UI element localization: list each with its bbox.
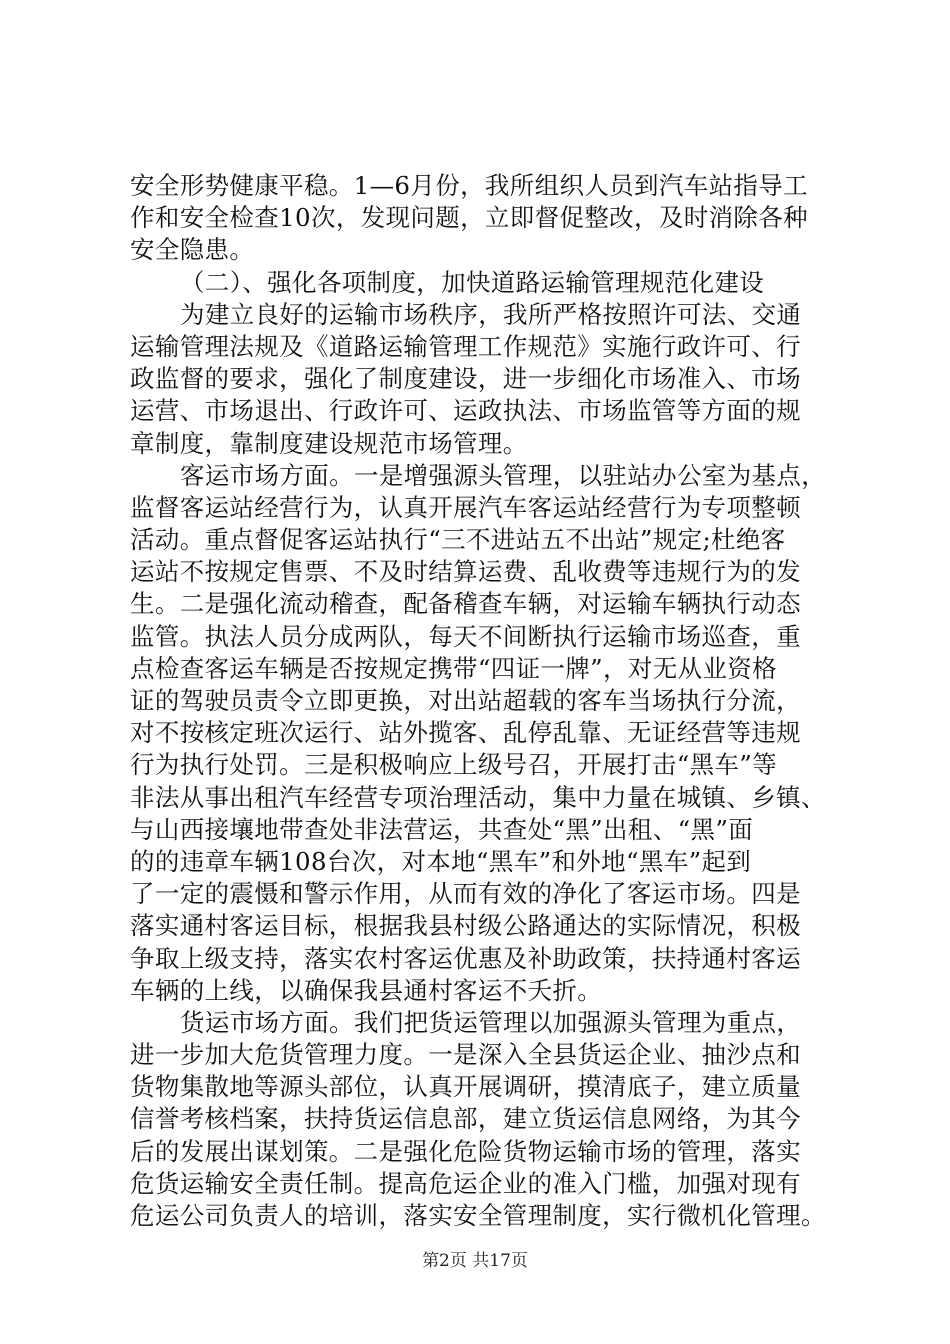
text-line: 了一定的震慑和警示作用，从而有效的净化了客运市场。四是 bbox=[130, 879, 801, 909]
text-line: 章制度，靠制度建设规范市场管理。 bbox=[130, 428, 528, 458]
text-line: （二）、强化各项制度，加快道路运输管理规范化建设 bbox=[180, 267, 765, 297]
text-line: 进一步加大危货管理力度。一是深入全县货运企业、抽沙点和 bbox=[130, 1040, 801, 1070]
text-line: 落实通村客运目标，根据我县村级公路通达的实际情况，积极 bbox=[130, 911, 801, 941]
page-footer: 第2页 共17页 bbox=[422, 1251, 528, 1271]
text-line: 货物集散地等源头部位，认真开展调研，摸清底子，建立质量 bbox=[130, 1072, 801, 1102]
text-line: 监管。执法人员分成两队，每天不间断执行运输市场巡查，重 bbox=[130, 621, 801, 651]
text-line: 非法从事出租汽车经营专项治理活动，集中力量在城镇、乡镇、 bbox=[130, 782, 826, 812]
text-line: 作和安全检查10次，发现问题，立即督促整改，及时消除各种 bbox=[130, 203, 808, 233]
text-line: 对不按核定班次运行、站外揽客、乱停乱靠、无证经营等违规 bbox=[130, 718, 801, 748]
text-line: 客运市场方面。一是增强源头管理，以驻站办公室为基点， bbox=[180, 460, 827, 490]
text-line: 信誉考核档案，扶持货运信息部，建立货运信息网络，为其今 bbox=[130, 1104, 801, 1134]
text-line: 政监督的要求，强化了制度建设，进一步细化市场准入、市场 bbox=[130, 364, 801, 394]
text-line: 货运市场方面。我们把货运管理以加强源头管理为重点， bbox=[180, 1007, 802, 1037]
text-line: 运输管理法规及《道路运输管理工作规范》实施行政许可、行 bbox=[130, 331, 801, 361]
text-line: 运站不按规定售票、不及时结算运费、乱收费等违规行为的发 bbox=[130, 557, 801, 587]
text-line: 的的违章车辆108台次，对本地“黑车”和外地“黑车”起到 bbox=[130, 846, 752, 876]
text-line: 危运公司负责人的培训，落实安全管理制度，实行微机化管理。 bbox=[130, 1201, 826, 1230]
text-line: 后的发展出谋划策。二是强化危险货物运输市场的管理，落实 bbox=[130, 1136, 801, 1166]
text-line: 危货运输安全责任制。提高危运企业的准入门槛，加强对现有 bbox=[130, 1168, 801, 1198]
body-text bbox=[130, 170, 830, 1232]
text-line: 行为执行处罚。三是积极响应上级号召，开展打击“黑车”等 bbox=[130, 750, 777, 780]
text-line: 争取上级支持，落实农村客运优惠及补助政策，扶持通村客运 bbox=[130, 943, 801, 973]
text-line: 活动。重点督促客运站执行“三不进站五不出站”规定;杜绝客 bbox=[130, 525, 786, 555]
text-line: 点检查客运车辆是否按规定携带“四证一牌”，对无从业资格 bbox=[130, 653, 777, 683]
text-line: 运营、市场退出、行政许可、运政执法、市场监管等方面的规 bbox=[130, 396, 801, 426]
text-line: 生。二是强化流动稽查，配备稽查车辆，对运输车辆执行动态 bbox=[130, 589, 801, 619]
text-line: 监督客运站经营行为，认真开展汽车客运站经营行为专项整顿 bbox=[130, 492, 801, 522]
text-line: 车辆的上线，以确保我县通村客运不夭折。 bbox=[130, 975, 603, 1005]
text-line: 与山西接壤地带查处非法营运，共查处“黑”出租、“黑”面 bbox=[130, 814, 754, 844]
text-line: 安全隐患。 bbox=[130, 235, 255, 265]
text-line: 证的驾驶员责令立即更换，对出站超载的客车当场执行分流， bbox=[130, 686, 801, 715]
text-line: 安全形势健康平稳。1—6月份，我所组织人员到汽车站指导工 bbox=[130, 171, 808, 200]
text-line: 为建立良好的运输市场秩序，我所严格按照许可法、交通 bbox=[180, 299, 802, 329]
